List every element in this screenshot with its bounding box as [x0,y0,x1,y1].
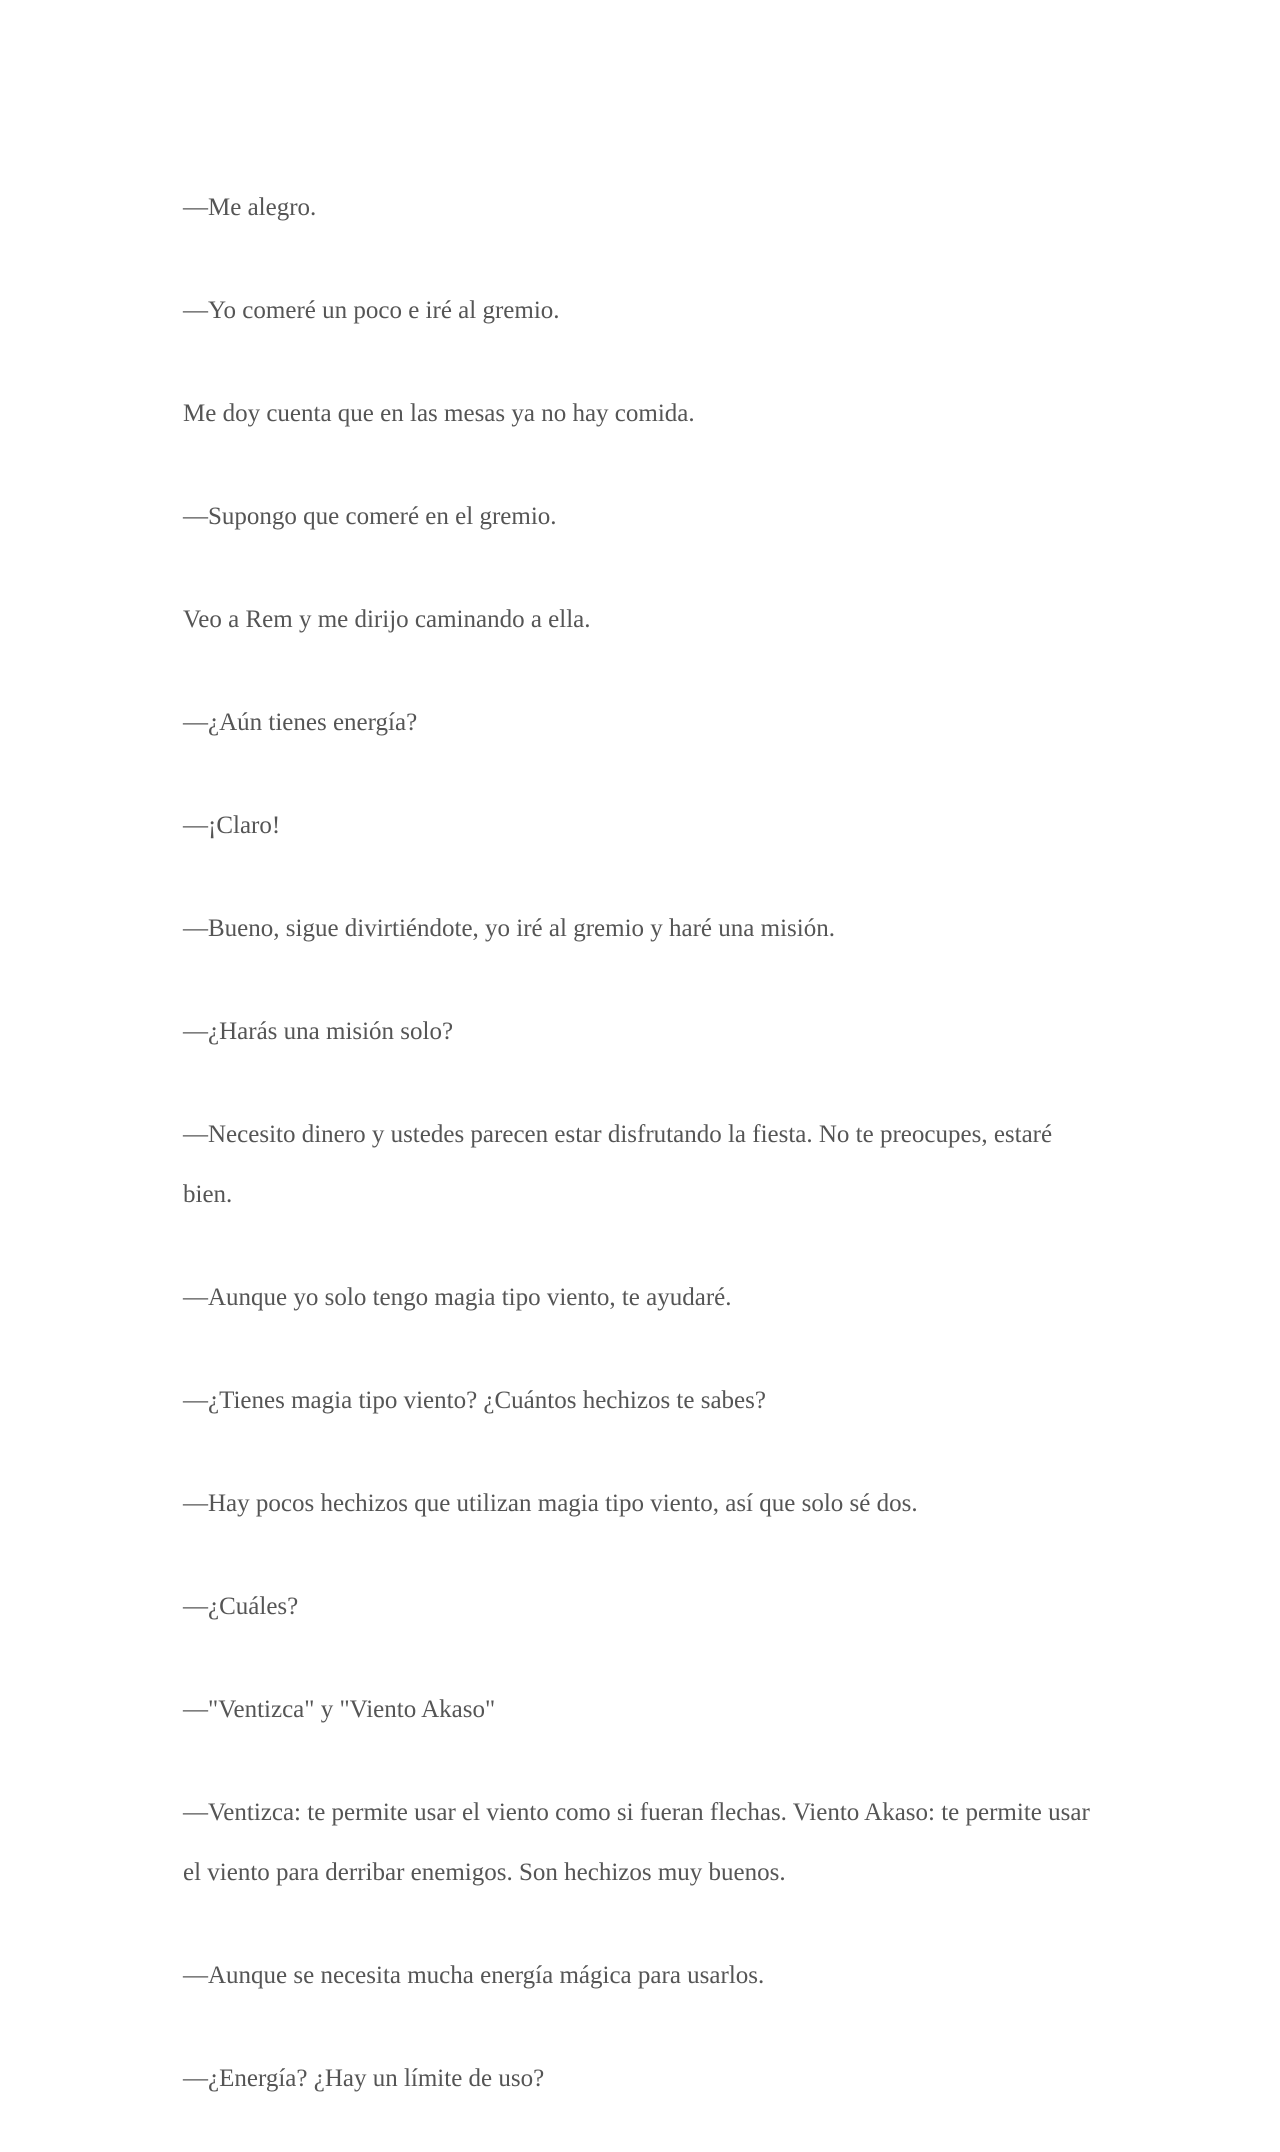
paragraph: —Yo comeré un poco e iré al gremio. [183,297,560,324]
paragraph: —Aunque yo solo tengo magia tipo viento, te ayudaré. [183,1284,732,1311]
paragraph: —Supongo que comeré en el gremio. [183,503,557,530]
paragraph: —¿Energía? ¿Hay un límite de uso? [183,2065,545,2092]
paragraph: Veo a Rem y me dirijo caminando a ella. [183,606,591,633]
paragraph: —¿Cuáles? [183,1593,299,1620]
paragraph: —¿Harás una misión solo? [183,1018,454,1045]
paragraph: —¿Aún tienes energía? [183,709,418,736]
paragraph: —Aunque se necesita mucha energía mágica para usarlos. [183,1962,765,1989]
paragraph: —¡Claro! [183,812,281,839]
text-body [183,178,1103,2152]
paragraph: —Necesito dinero y ustedes parecen estar disfrutando la fiesta. No te preocupes, estaré bien. [183,1121,1053,1208]
paragraph: Me doy cuenta que en las mesas ya no hay comida. [183,400,695,427]
paragraph: —"Ventizca" y "Viento Akaso" [183,1696,496,1723]
paragraph: —Bueno, sigue divirtiéndote, yo iré al gremio y haré una misión. [183,915,835,942]
paragraph: —Hay pocos hechizos que utilizan magia tipo viento, así que solo sé dos. [183,1490,918,1517]
paragraph: —Ventizca: te permite usar el viento como si fueran flechas. Viento Akaso: te permite usar el viento para derribar enemigos. Son hechizos muy buenos. [183,1799,1090,1886]
paragraph: —¿Tienes magia tipo viento? ¿Cuántos hechizos te sabes? [183,1387,766,1414]
paragraph: —Me alegro. [183,194,317,221]
